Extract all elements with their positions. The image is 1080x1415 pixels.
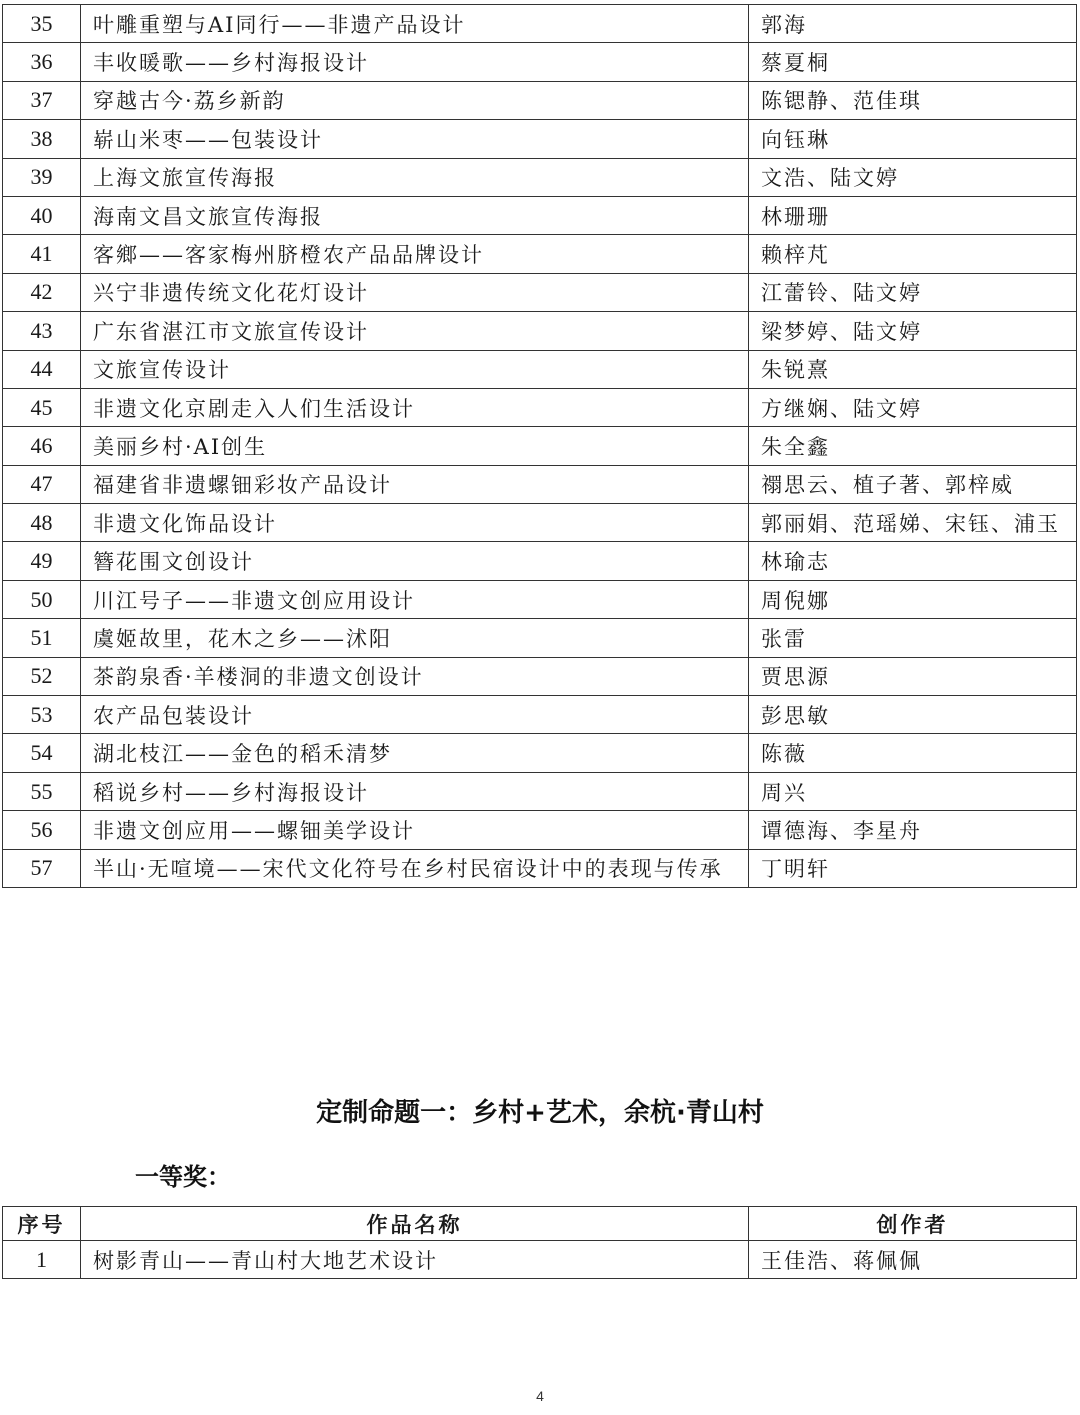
work-title: 川江号子——非遗文创应用设计 bbox=[81, 580, 749, 618]
work-title: 非遗文创应用——螺钿美学设计 bbox=[81, 811, 749, 849]
work-title: 非遗文化饰品设计 bbox=[81, 504, 749, 542]
row-number: 39 bbox=[3, 158, 81, 196]
work-author: 方继娴、陆文婷 bbox=[749, 388, 1077, 426]
table-row bbox=[3, 196, 1077, 234]
work-title: 非遗文化京剧走入人们生活设计 bbox=[81, 388, 749, 426]
award-table-header-row bbox=[3, 1207, 1077, 1241]
work-title: 美丽乡村·AI创生 bbox=[81, 427, 749, 465]
table-row bbox=[3, 388, 1077, 426]
work-title: 崭山米枣——包装设计 bbox=[81, 120, 749, 158]
header-title: 作品名称 bbox=[81, 1207, 749, 1241]
table-row bbox=[3, 43, 1077, 81]
award-heading: 一等奖： bbox=[135, 1162, 231, 1191]
work-author: 朱锐熹 bbox=[749, 350, 1077, 388]
table-row bbox=[3, 273, 1077, 311]
table-row bbox=[3, 772, 1077, 810]
work-author: 赖梓芃 bbox=[749, 235, 1077, 273]
table-row bbox=[3, 580, 1077, 618]
work-author: 文浩、陆文婷 bbox=[749, 158, 1077, 196]
work-title: 广东省湛江市文旅宣传设计 bbox=[81, 312, 749, 350]
row-number: 35 bbox=[3, 5, 81, 43]
table-row bbox=[3, 504, 1077, 542]
work-author: 彭思敏 bbox=[749, 696, 1077, 734]
header-author: 创作者 bbox=[749, 1207, 1077, 1241]
work-author: 向钰琳 bbox=[749, 120, 1077, 158]
award-table-body bbox=[3, 1241, 1077, 1279]
work-title: 文旅宣传设计 bbox=[81, 350, 749, 388]
row-number: 42 bbox=[3, 273, 81, 311]
row-number: 56 bbox=[3, 811, 81, 849]
row-number: 36 bbox=[3, 43, 81, 81]
work-author: 郭海 bbox=[749, 5, 1077, 43]
row-number: 57 bbox=[3, 849, 81, 887]
work-title: 叶雕重塑与AI同行——非遗产品设计 bbox=[81, 5, 749, 43]
table-row bbox=[3, 350, 1077, 388]
row-number: 55 bbox=[3, 772, 81, 810]
table-row bbox=[3, 811, 1077, 849]
row-number: 40 bbox=[3, 196, 81, 234]
work-title: 稻说乡村——乡村海报设计 bbox=[81, 772, 749, 810]
table-row bbox=[3, 849, 1077, 887]
work-author: 陈锶静、范佳琪 bbox=[749, 81, 1077, 119]
work-author: 谭德海、李星舟 bbox=[749, 811, 1077, 849]
work-title: 虞姬故里，花木之乡——沭阳 bbox=[81, 619, 749, 657]
work-title: 上海文旅宣传海报 bbox=[81, 158, 749, 196]
table-row bbox=[3, 235, 1077, 273]
table-row bbox=[3, 1241, 1077, 1279]
row-number: 41 bbox=[3, 235, 81, 273]
work-author: 周兴 bbox=[749, 772, 1077, 810]
row-number: 50 bbox=[3, 580, 81, 618]
table-row bbox=[3, 427, 1077, 465]
work-author: 贾思源 bbox=[749, 657, 1077, 695]
work-title: 湖北枝江——金色的稻禾清梦 bbox=[81, 734, 749, 772]
header-number: 序号 bbox=[3, 1207, 81, 1241]
table-row bbox=[3, 120, 1077, 158]
table-row bbox=[3, 657, 1077, 695]
works-table bbox=[2, 4, 1077, 888]
row-number: 47 bbox=[3, 465, 81, 503]
work-author: 周倪娜 bbox=[749, 580, 1077, 618]
row-number: 53 bbox=[3, 696, 81, 734]
work-title: 穿越古今·荔乡新韵 bbox=[81, 81, 749, 119]
work-author: 林珊珊 bbox=[749, 196, 1077, 234]
row-number: 37 bbox=[3, 81, 81, 119]
row-number: 48 bbox=[3, 504, 81, 542]
work-author: 陈薇 bbox=[749, 734, 1077, 772]
row-number: 38 bbox=[3, 120, 81, 158]
row-number: 46 bbox=[3, 427, 81, 465]
work-title: 茶韵泉香·羊楼洞的非遗文创设计 bbox=[81, 657, 749, 695]
work-title: 农产品包装设计 bbox=[81, 696, 749, 734]
work-title: 海南文昌文旅宣传海报 bbox=[81, 196, 749, 234]
work-title: 兴宁非遗传统文化花灯设计 bbox=[81, 273, 749, 311]
work-author: 王佳浩、蒋佩佩 bbox=[749, 1241, 1077, 1279]
section-title: 定制命题一：乡村+艺术，余杭·青山村 bbox=[316, 1098, 764, 1128]
table-row bbox=[3, 5, 1077, 43]
table-row bbox=[3, 312, 1077, 350]
table-row bbox=[3, 619, 1077, 657]
work-title: 树影青山——青山村大地艺术设计 bbox=[81, 1241, 749, 1279]
table-row bbox=[3, 696, 1077, 734]
work-title: 丰收暖歌——乡村海报设计 bbox=[81, 43, 749, 81]
table-row bbox=[3, 465, 1077, 503]
row-number: 43 bbox=[3, 312, 81, 350]
row-number: 51 bbox=[3, 619, 81, 657]
work-author: 朱全鑫 bbox=[749, 427, 1077, 465]
table-row bbox=[3, 81, 1077, 119]
work-author: 江蕾铃、陆文婷 bbox=[749, 273, 1077, 311]
row-number: 1 bbox=[3, 1241, 81, 1279]
row-number: 45 bbox=[3, 388, 81, 426]
work-title: 簪花围文创设计 bbox=[81, 542, 749, 580]
page-number: 4 bbox=[536, 1388, 544, 1404]
award-table bbox=[2, 1206, 1077, 1279]
work-title: 福建省非遗螺钿彩妆产品设计 bbox=[81, 465, 749, 503]
table-row bbox=[3, 542, 1077, 580]
table-row bbox=[3, 158, 1077, 196]
work-title: 客鄉——客家梅州脐橙农产品品牌设计 bbox=[81, 235, 749, 273]
work-author: 梁梦婷、陆文婷 bbox=[749, 312, 1077, 350]
row-number: 44 bbox=[3, 350, 81, 388]
work-author: 林瑜志 bbox=[749, 542, 1077, 580]
work-author: 丁明轩 bbox=[749, 849, 1077, 887]
work-author: 禤思云、植子著、郭梓威 bbox=[749, 465, 1077, 503]
work-author: 蔡夏桐 bbox=[749, 43, 1077, 81]
row-number: 52 bbox=[3, 657, 81, 695]
table-row bbox=[3, 734, 1077, 772]
works-table-body bbox=[3, 5, 1077, 888]
row-number: 49 bbox=[3, 542, 81, 580]
work-author: 郭丽娟、范瑶娣、宋钰、浦玉 bbox=[749, 504, 1077, 542]
work-title: 半山·无喧境——宋代文化符号在乡村民宿设计中的表现与传承 bbox=[81, 849, 749, 887]
work-author: 张雷 bbox=[749, 619, 1077, 657]
row-number: 54 bbox=[3, 734, 81, 772]
